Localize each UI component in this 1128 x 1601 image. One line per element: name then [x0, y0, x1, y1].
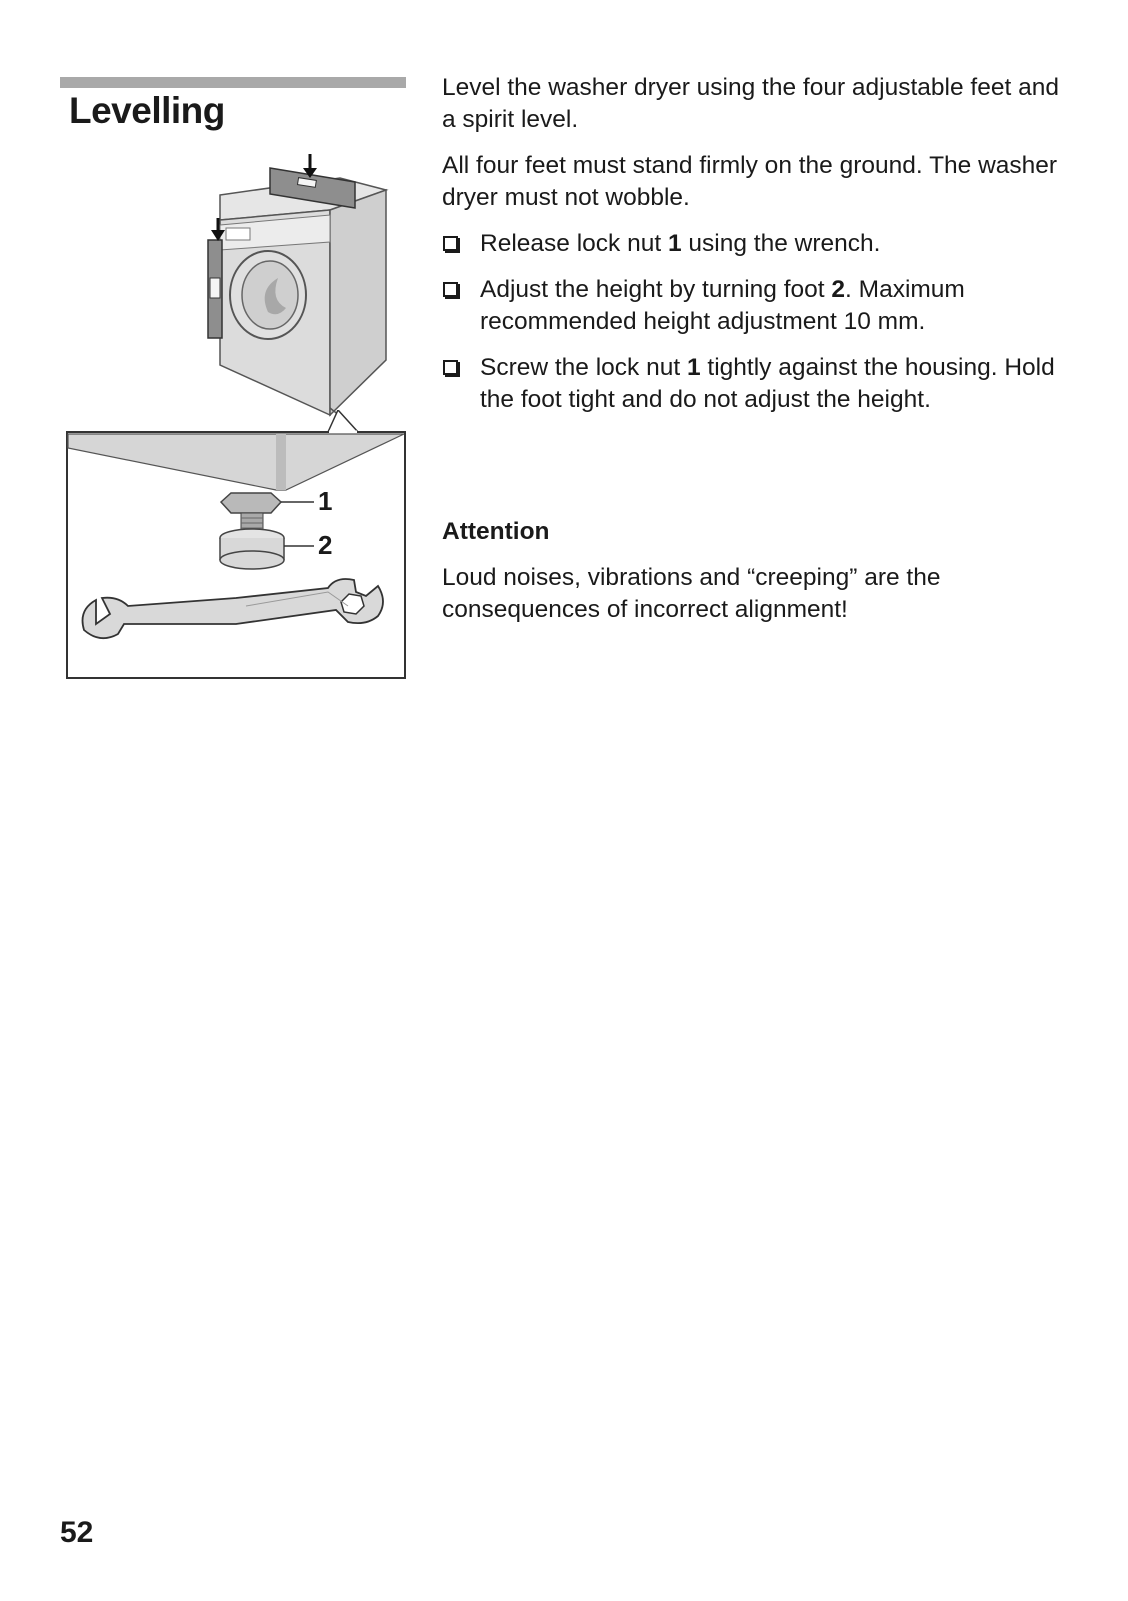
- checkbox-icon: [443, 236, 458, 251]
- attention-text: Loud noises, vibrations and “creeping” are the consequences of incorrect alignment!: [442, 564, 941, 623]
- washer-dryer-illustration: [190, 150, 410, 420]
- attention-title: Attention: [442, 518, 550, 545]
- checkbox-icon: [443, 360, 458, 375]
- page-number: 52: [60, 1516, 94, 1549]
- step-item: Adjust the height by turning foot 2. Maximum recommended height adjustment 10 mm.: [442, 274, 1062, 338]
- callout-1: 1: [318, 486, 333, 516]
- section-title-bar: [60, 77, 406, 88]
- attention-box: [442, 516, 1062, 626]
- step-item: Screw the lock nut 1 tightly against the housing. Hold the foot tight and do not adjust the height.: [442, 352, 1062, 416]
- section-title: Levelling: [69, 90, 225, 131]
- intro-paragraph-1: Level the washer dryer using the four adjustable feet and a spirit level.: [442, 74, 1059, 133]
- instructions-column: [442, 72, 1062, 640]
- checkbox-icon: [443, 282, 458, 297]
- step-item: Release lock nut 1 using the wrench.: [442, 228, 1062, 260]
- callout-2: 2: [318, 530, 333, 560]
- steps-list: [442, 228, 1062, 416]
- foot-detail-illustration: [66, 410, 406, 680]
- intro-paragraph-2: All four feet must stand firmly on the ground. The washer dryer must not wobble.: [442, 152, 1058, 211]
